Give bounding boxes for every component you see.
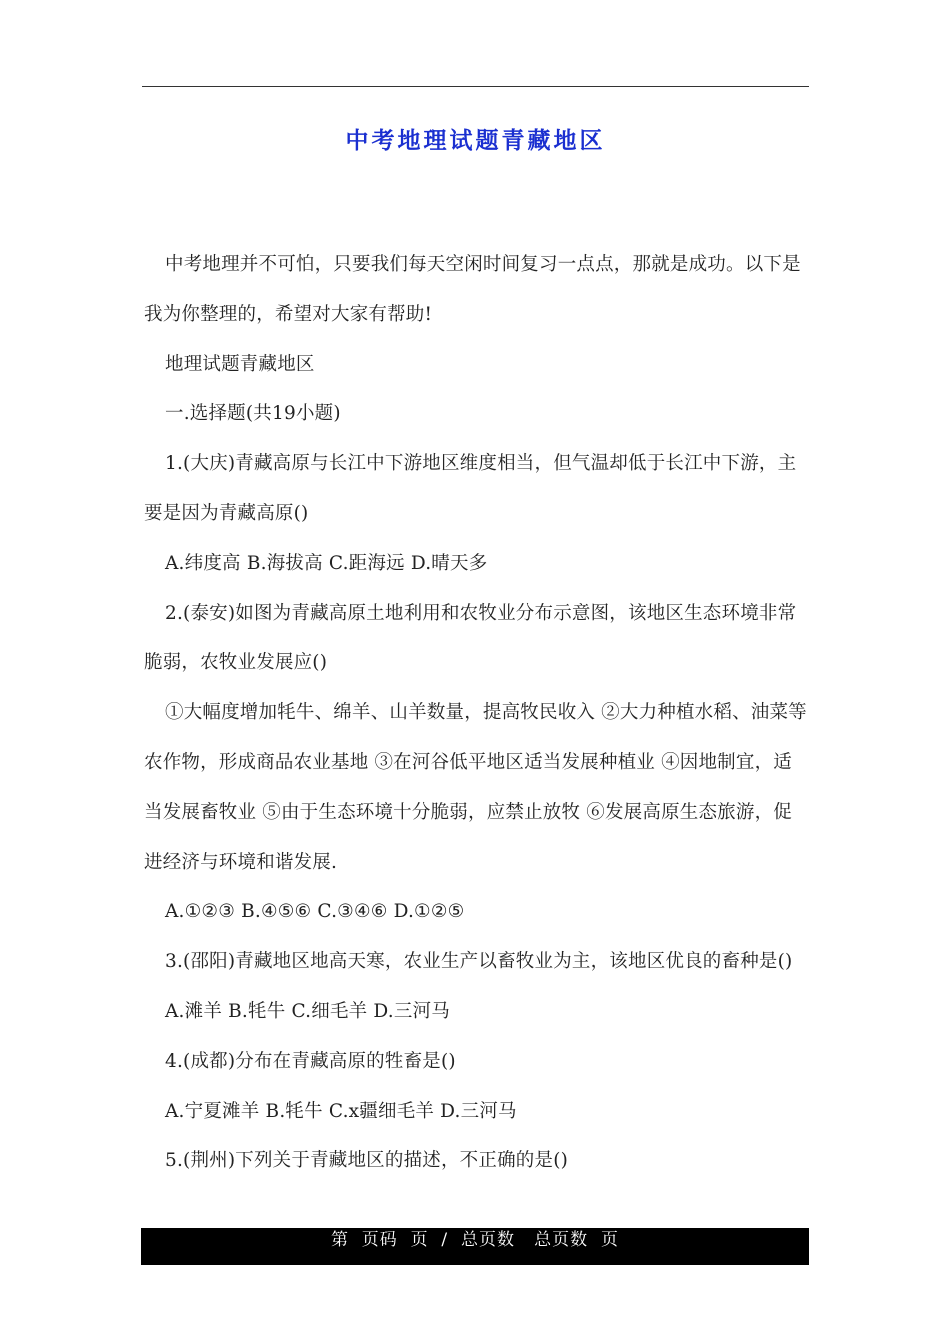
- header-rule: [142, 86, 809, 87]
- page-number-label: 第 页码 页 / 总页数 总页数 页: [331, 1230, 619, 1250]
- question-2-statements: ①大幅度增加牦牛、绵羊、山羊数量，提高牧民收入 ②大力种植水稻、油菜等农作物，形成商品农业基地 ③在河谷低平地区适当发展种植业 ④因地制宜，适当发展畜牧业 ⑤由于生态环境十分脆弱，应禁止放牧 ⑥发展高原生态旅游，促进经济与环境和谐发展.: [144, 702, 807, 873]
- question-1: 1.(大庆)青藏高原与长江中下游地区维度相当，但气温却低于长江中下游，主要是因为青藏高原(): [144, 453, 797, 524]
- question-3-options: A.滩羊 B.牦牛 C.细毛羊 D.三河马: [165, 1000, 450, 1022]
- question-4-options: A.宁夏滩羊 B.牦牛 C.x疆细毛羊 D.三河马: [165, 1100, 517, 1122]
- document-body: [144, 240, 808, 1186]
- section-heading: 地理试题青藏地区: [165, 353, 315, 375]
- question-2-options: A.①②③ B.④⑤⑥ C.③④⑥ D.①②⑤: [165, 901, 465, 923]
- question-3: 3.(邵阳)青藏地区地高天寒，农业生产以畜牧业为主，该地区优良的畜种是(): [165, 951, 793, 973]
- page-footer: [141, 1228, 809, 1265]
- question-group-heading: 一.选择题(共19小题): [165, 403, 341, 425]
- intro-paragraph: 中考地理并不可怕，只要我们每天空闲时间复习一点点，那就是成功。以下是我为你整理的，希望对大家有帮助!: [144, 254, 801, 325]
- question-2: 2.(泰安)如图为青藏高原土地利用和农牧业分布示意图，该地区生态环境非常脆弱，农牧业发展应(): [144, 602, 797, 674]
- question-5: 5.(荆州)下列关于青藏地区的描述，不正确的是(): [165, 1150, 569, 1172]
- document-title: 中考地理试题青藏地区: [345, 128, 606, 154]
- question-4: 4.(成都)分布在青藏高原的牲畜是(): [165, 1050, 456, 1072]
- question-1-options: A.纬度高 B.海拔高 C.距海远 D.晴天多: [165, 552, 488, 574]
